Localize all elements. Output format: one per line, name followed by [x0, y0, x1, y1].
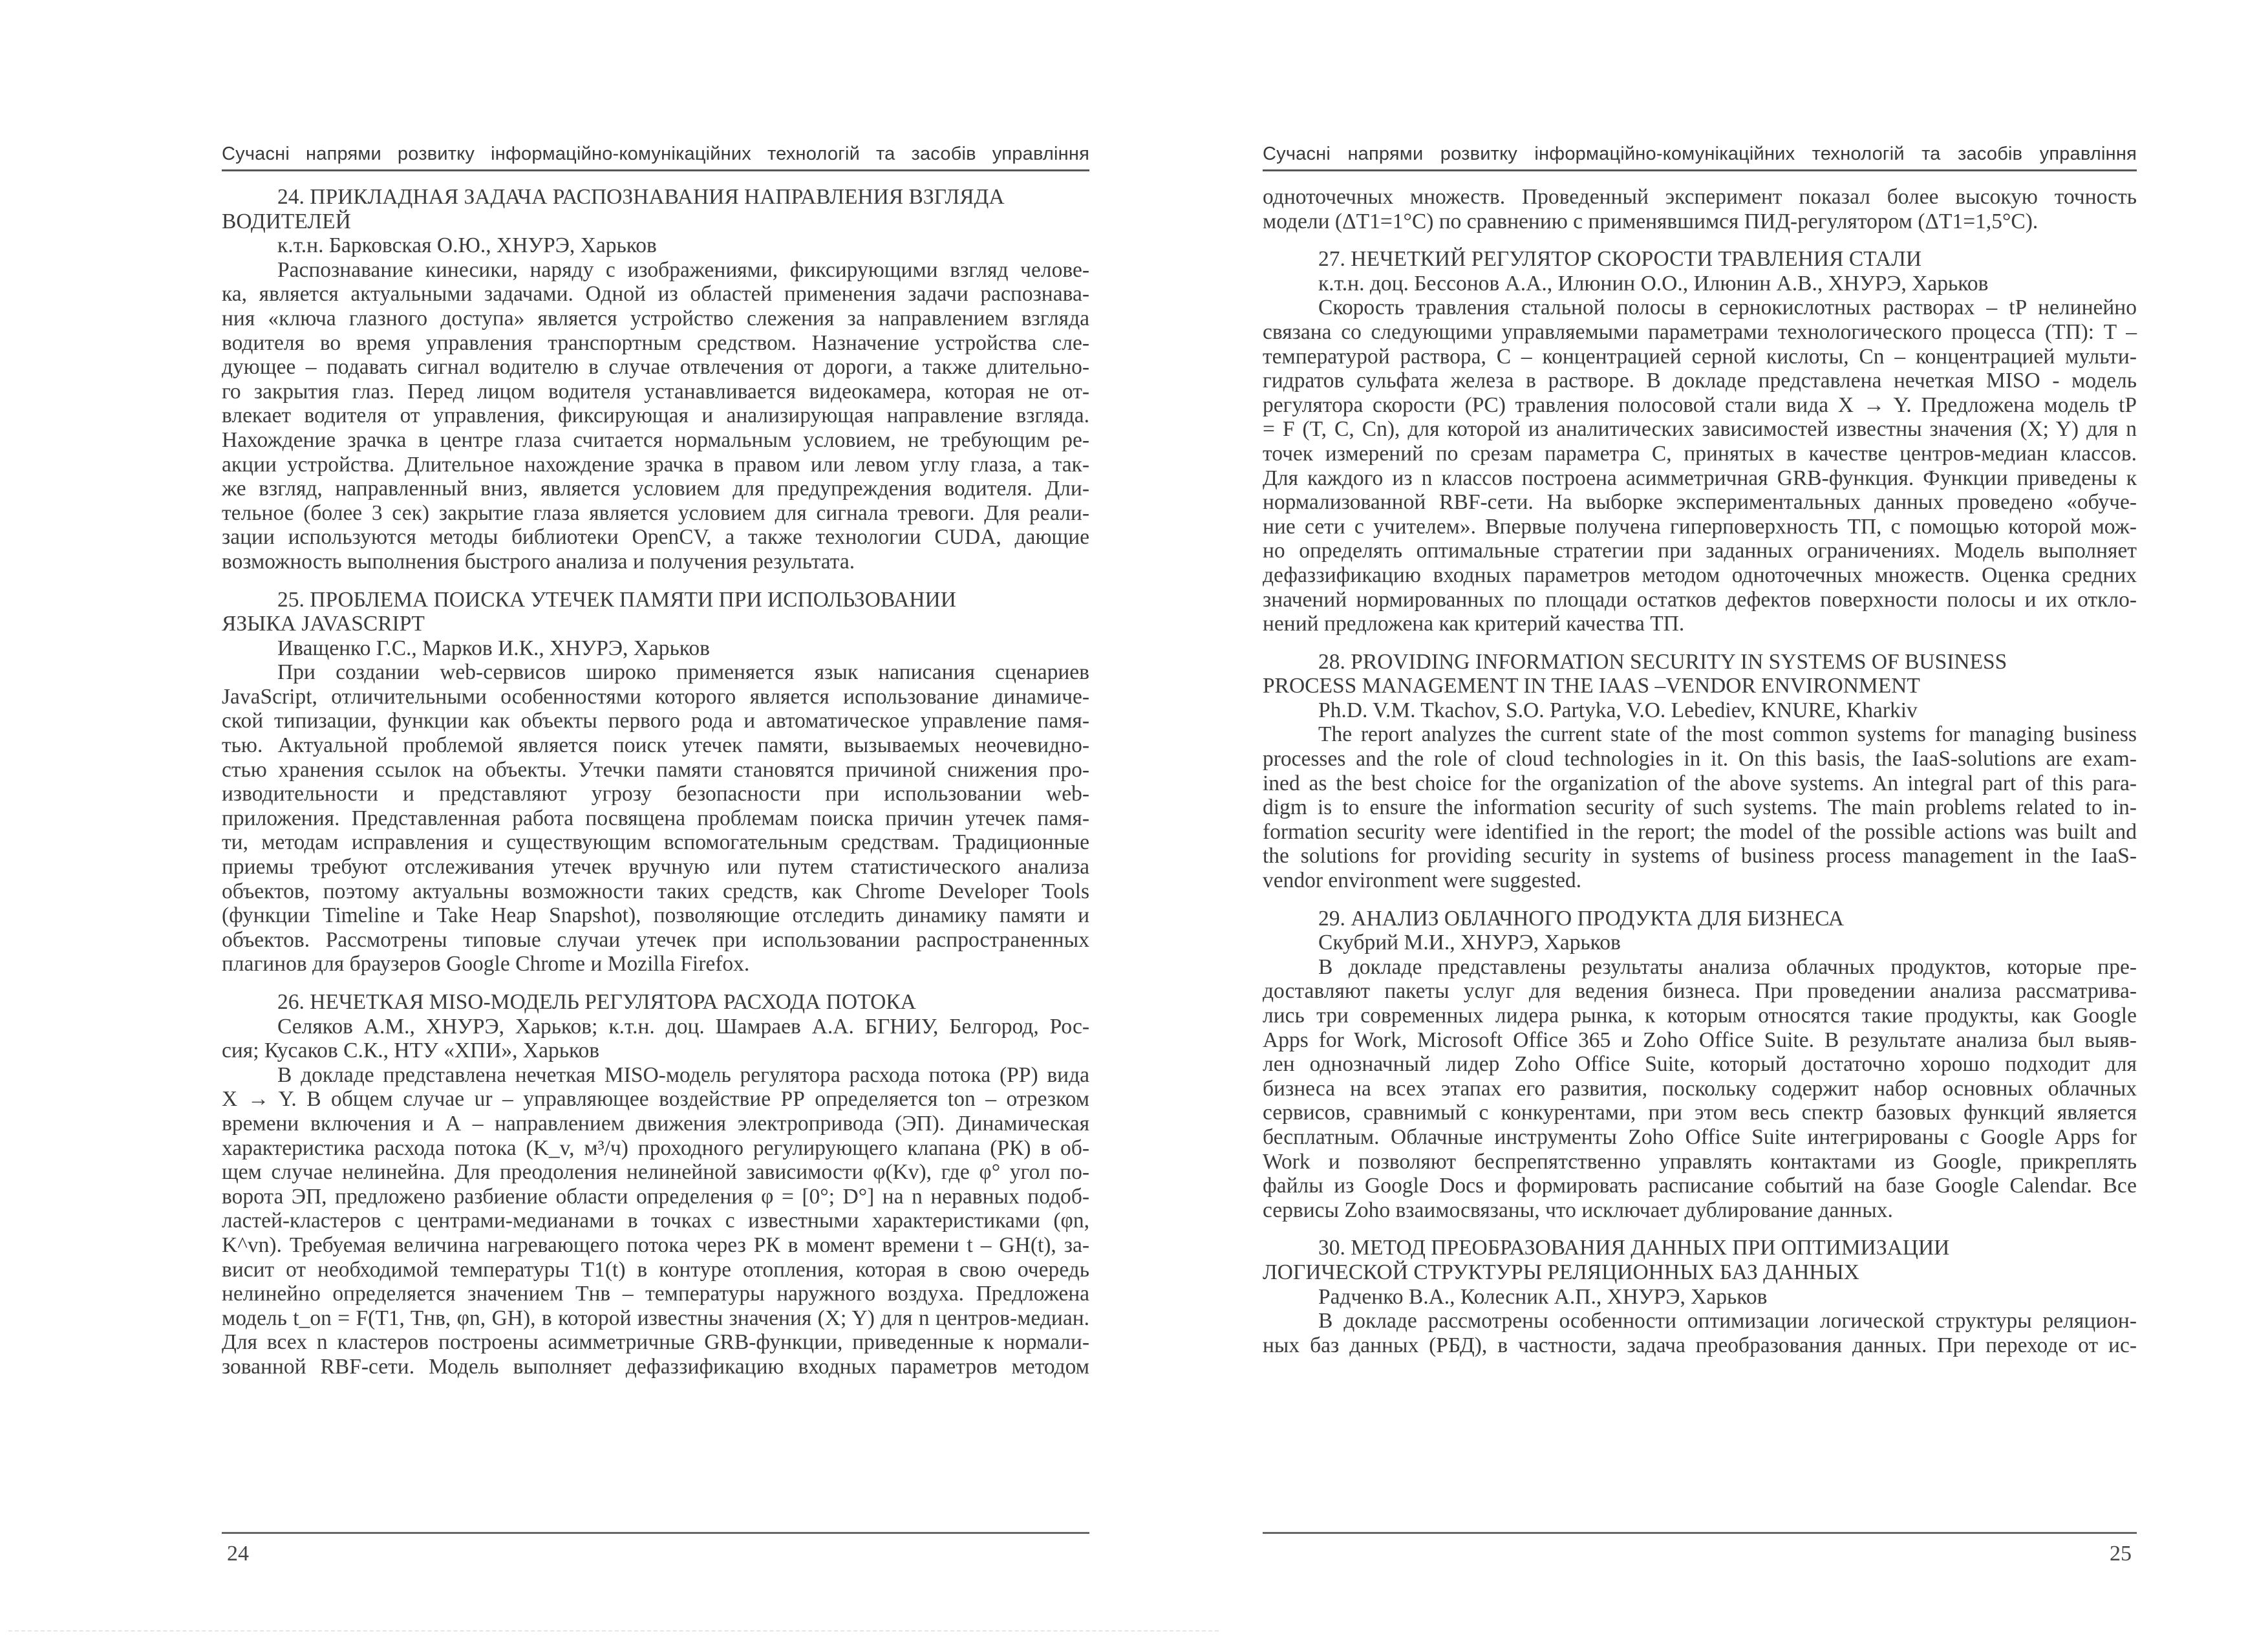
body-line: висит от необходимой температуры T1(t) в контуре отопления, которая в свою очередь — [222, 1257, 1089, 1282]
body-line: Скорость травления стальной полосы в сернокислотных растворах – tP нелинейно — [1318, 296, 2137, 320]
body-line: (функции Timeline и Take Heap Snapshot), позволяющие отследить динамику памяти и — [222, 903, 1089, 928]
body-line: formation security were identified in the report; the model of the possible actions was built and — [1263, 819, 2137, 844]
section-gap — [1263, 636, 2137, 650]
body-line: ворота ЭП, предложено разбиение области определения φ = [0°; D°] на n неравных подоб- — [222, 1184, 1089, 1209]
body-line: = F (T, C, Cn), для которой из аналитических зависимостей известны значения (X; Y) для n — [1263, 417, 2137, 442]
body-line: щем случае нелинейна. Для преодоления нелинейной зависимости φ(Kv), где φ° угол по- — [222, 1160, 1089, 1185]
section-authors: Иващенко Г.С., Марков И.К., ХНУРЭ, Харьков — [277, 636, 710, 660]
section-authors: Радченко В.А., Колесник А.П., ХНУРЭ, Харьков — [1318, 1284, 1768, 1309]
right-column — [1263, 185, 2137, 1357]
body-line: digm is to ensure the information security of such systems. The main problems related to in- — [1263, 795, 2137, 820]
body-line: В докладе рассмотрены особенности оптимизации логической структуры реляцион- — [1318, 1309, 2137, 1333]
footer-rule — [1263, 1532, 2137, 1534]
section-title: ЛОГИЧЕСКОЙ СТРУКТУРЫ РЕЛЯЦИОННЫХ БАЗ ДАННЫХ — [1263, 1260, 1860, 1284]
section-authors: сия; Кусаков С.К., НТУ «ХПИ», Харьков — [222, 1039, 600, 1063]
section-title: 24. ПРИКЛАДНАЯ ЗАДАЧА РАСПОЗНАВАНИЯ НАПРАВЛЕНИЯ ВЗГЛЯДА — [277, 185, 1005, 209]
body-line: Для всех n кластеров построены асимметричные GRB-функции, приведенные к нормали- — [222, 1330, 1089, 1355]
body-line: ка, является актуальными задачами. Одной из областей применения задачи распознава- — [222, 282, 1089, 307]
scan-edge-line — [8, 1630, 1219, 1632]
body-line: Нахождение зрачка в центре глаза считается нормальным условием, не требующим ре- — [222, 427, 1089, 452]
body-line: плагинов для браузеров Google Chrome и Mozilla Firefox. — [222, 952, 750, 976]
body-line: нормализованной RBF-сети. На выборке экспериментальных данных проведено «обуче- — [1263, 490, 2137, 515]
section-gap — [1263, 1222, 2137, 1236]
body-line: бизнеса на всех этапах его развития, поскольку содержит набор основных облачных — [1263, 1076, 2137, 1101]
body-line: изводительности и представляют угрозу безопасности при использовании web- — [222, 782, 1089, 806]
body-line: связана со следующими управляемыми параметрами технологического процесса (ТП): T – — [1263, 319, 2137, 344]
section-authors: к.т.н. доц. Бессонов А.А., Илюнин О.О., Илюнин А.В., ХНУРЭ, Харьков — [1318, 271, 1989, 296]
body-line: точек измерений по срезам параметра C, принятых в качестве центров-медиан классов. — [1263, 441, 2137, 466]
body-line: бесплатным. Облачные инструменты Zoho Office Suite интегрированы с Google Apps for — [1263, 1125, 2137, 1149]
body-line: При создании web-сервисов широко применяется язык написания сценариев — [277, 660, 1089, 685]
header-rule — [222, 169, 1089, 171]
body-line: ние сети с учителем». Впервые получена гиперповерхность ТП, с помощью которой мож- — [1263, 514, 2137, 539]
body-line: лен однозначный лидер Zoho Office Suite, который достаточно хорошо подходит для — [1263, 1052, 2137, 1077]
section-title: ЯЗЫКА JAVASCRIPT — [222, 612, 425, 636]
body-line: файлы из Google Docs и формировать расписание событий на базе Google Calendar. Все — [1263, 1174, 2137, 1198]
body-line: акции устройства. Длительное нахождение зрачка в правом или левом углу глаза, а так- — [222, 452, 1089, 477]
body-line: го закрытия глаз. Перед лицом водителя устанавливается видеокамера, которая не от- — [222, 379, 1089, 404]
running-head: Сучасні напрями розвитку інформаційно-комунікаційних технологій та засобів управління — [222, 144, 1089, 164]
body-line: тельное (более 3 сек) закрытие глаза является условием для сигнала тревоги. Для реали- — [222, 501, 1089, 525]
body-line: ined as the best choice for the organization of the above systems. An integral part of this para- — [1263, 771, 2137, 795]
page-number: 24 — [227, 1542, 249, 1566]
body-line: значений нормированных по площади остатков дефектов поверхности полосы и их откло- — [1263, 587, 2137, 612]
body-line: тью. Актуальной проблемой является поиск утечек памяти, вызываемых неочевидно- — [222, 733, 1089, 758]
body-line: влекает водителя от управления, фиксирующая и анализирующая направление взгляда. — [222, 404, 1089, 428]
body-line: объектов, поэтому актуальны возможности таких средств, как Chrome Developer Tools — [222, 879, 1089, 903]
section-gap — [222, 574, 1089, 588]
body-line: ных баз данных (РБД), в частности, задача преобразования данных. При переходе от ис- — [1263, 1333, 2137, 1357]
body-line: vendor environment were suggested. — [1263, 868, 1582, 893]
section-authors: Скубрий М.И., ХНУРЭ, Харьков — [1318, 931, 1621, 955]
body-line: но определять оптимальные стратегии при заданных ограничениях. Модель выполняет — [1263, 539, 2137, 563]
body-line: модель t_on = F(T1, Tнв, φn, GH), в которой известны значения (X; Y) для n центров-медиан. — [222, 1306, 1089, 1330]
body-line: возможность выполнения быстрого анализа и получения результата. — [222, 549, 855, 574]
body-line: доставляют пакеты услуг для ведения бизнеса. При проведении анализа рассматрива- — [1263, 979, 2137, 1004]
body-line: ластей-кластеров с центрами-медианами в точках с известными характеристиками (φn, — [222, 1209, 1089, 1233]
body-line: приемы требуют отслеживания утечек вручную или путем статистического анализа — [222, 855, 1089, 879]
body-line: В докладе представлена нечеткая MISO-модель регулятора расхода потока (РР) вида — [277, 1062, 1089, 1087]
body-line: Work и позволяют беспрепятственно управлять контактами из Google, прикреплять — [1263, 1149, 2137, 1174]
section-authors: Ph.D. V.M. Tkachov, S.O. Partyka, V.O. Lebediev, KNURE, Kharkiv — [1318, 698, 1918, 722]
section-authors: к.т.н. Барковская О.Ю., ХНУРЭ, Харьков — [277, 233, 657, 258]
body-line: приложения. Представленная работа посвящена проблемам поиска причин утечек памя- — [222, 806, 1089, 830]
body-line: температурой раствора, C – концентрацией серной кислоты, Cn – концентрацией мульти- — [1263, 344, 2137, 369]
body-line: Распознавание кинесики, наряду с изображениями, фиксирующими взгляд челове- — [277, 257, 1089, 282]
section-title: 26. НЕЧЕТКАЯ MISO-МОДЕЛЬ РЕГУЛЯТОРА РАСХОДА ПОТОКА — [277, 990, 916, 1014]
body-line: стью хранения ссылок на объекты. Утечки памяти становятся причиной снижения про- — [222, 757, 1089, 782]
body-line: The report analyzes the current state of the most common systems for managing business — [1318, 722, 2137, 747]
page-number: 25 — [2110, 1542, 2132, 1566]
header-rule — [1263, 169, 2137, 171]
body-line: processes and the role of cloud technologies in it. On this basis, the IaaS-solutions are exam- — [1263, 747, 2137, 771]
running-head: Сучасні напрями розвитку інформаційно-комунікаційних технологій та засобів управління — [1263, 144, 2137, 164]
section-title: PROCESS MANAGEMENT IN THE IAAS –VENDOR ENVIRONMENT — [1263, 674, 1920, 698]
body-line: В докладе представлены результаты анализа облачных продуктов, которые пре- — [1318, 954, 2137, 979]
section-title: 28. PROVIDING INFORMATION SECURITY IN SYSTEMS OF BUSINESS — [1318, 649, 2007, 674]
section-authors: Селяков А.М., ХНУРЭ, Харьков; к.т.н. доц. Шамраев А.А. БГНИУ, Белгород, Рос- — [277, 1014, 1089, 1039]
body-line: the solutions for providing security in systems of business process management in the IaaS- — [1263, 844, 2137, 868]
body-line: ской типизации, функции как объекты первого рода и автоматическое управление памя- — [222, 709, 1089, 733]
body-line: дефаззификацию входных параметров методом одноточечных множеств. Оценка средних — [1263, 563, 2137, 587]
body-line: Apps for Work, Microsoft Office 365 и Zoho Office Suite. В результате анализа был выяв- — [1263, 1028, 2137, 1052]
body-line: ния «ключа глазного доступа» является устройство слежения за направлением взгляда — [222, 306, 1089, 330]
body-line: нелинейно определяется значением Tнв – температуры наружного воздуха. Предложена — [222, 1282, 1089, 1306]
body-line: гидратов сульфата железа в растворе. В докладе представлена нечеткая MISO - модель — [1263, 369, 2137, 393]
body-line: сервисов, сравнимый с конкурентами, при этом весь спектр базовых функций является — [1263, 1101, 2137, 1125]
body-line: зованной RBF-сети. Модель выполняет дефаззификацию входных параметров методом — [222, 1354, 1089, 1379]
body-line: объектов. Рассмотрены типовые случаи утечек при использовании распространенных — [222, 927, 1089, 952]
section-gap — [222, 976, 1089, 990]
section-title: 27. НЕЧЕТКИЙ РЕГУЛЯТОР СКОРОСТИ ТРАВЛЕНИЯ СТАЛИ — [1318, 247, 1922, 272]
body-line: зации используются методы библиотеки OpenCV, а также технологии CUDA, дающие — [222, 525, 1089, 550]
left-page — [222, 0, 1089, 1649]
body-line: дующее – подавать сигнал водителю в случае отвлечения от дороги, а также длительно- — [222, 355, 1089, 380]
body-line: JavaScript, отличительными особенностями которого является использование динамиче- — [222, 684, 1089, 709]
body-line: модели (ΔT1=1°C) по сравнению с применявшимся ПИД-регулятором (ΔT1=1,5°C). — [1263, 209, 2038, 233]
body-line: же взгляд, направленный вниз, является условием для предупреждения водителя. Дли- — [222, 477, 1089, 501]
body-line: лись три современных лидера рынка, к которым относятся такие продукты, как Google — [1263, 1004, 2137, 1028]
body-line: сервисы Zoho взаимосвязаны, что исключает дублирование данных. — [1263, 1198, 1893, 1222]
body-line: времени включения и А – направлением движения электропривода (ЭП). Динамическая — [222, 1111, 1089, 1136]
body-line: одноточечных множеств. Проведенный эксперимент показал более высокую точность — [1263, 185, 2137, 209]
section-title: ВОДИТЕЛЕЙ — [222, 209, 351, 233]
body-line: водителя во время управления транспортным средством. Назначение устройства сле- — [222, 330, 1089, 355]
section-title: 29. АНАЛИЗ ОБЛАЧНОГО ПРОДУКТА ДЛЯ БИЗНЕСА — [1318, 906, 1845, 931]
body-line: X → Y. В общем случае ur – управляющее воздействие РР определяется ton – отрезком — [222, 1087, 1089, 1112]
right-page — [1263, 0, 2137, 1649]
body-line: регулятора скорости (PC) травления полосовой стали вида X → Y. Предложена модель tP — [1263, 393, 2137, 417]
section-title: 30. МЕТОД ПРЕОБРАЗОВАНИЯ ДАННЫХ ПРИ ОПТИМИЗАЦИИ — [1318, 1236, 1950, 1260]
body-line: K^vn). Требуемая величина нагревающего потока через РК в момент времени t – GH(t), за- — [222, 1233, 1089, 1257]
body-line: ти, методам исправления и существующим вспомогательным средствам. Традиционные — [222, 830, 1089, 855]
section-gap — [1263, 233, 2137, 247]
body-line: нений предложена как критерий качества ТП. — [1263, 612, 1685, 636]
section-title: 25. ПРОБЛЕМА ПОИСКА УТЕЧЕК ПАМЯТИ ПРИ ИСПОЛЬЗОВАНИИ — [277, 587, 956, 612]
footer-rule — [222, 1532, 1089, 1534]
body-line: Для каждого из n классов построена асимметричная GRB-функция. Функции приведены к — [1263, 466, 2137, 490]
body-line: характеристика расхода потока (K_v, м³/ч) проходного регулирующего клапана (РК) в об- — [222, 1136, 1089, 1160]
section-gap — [1263, 893, 2137, 907]
left-column — [222, 185, 1089, 1379]
